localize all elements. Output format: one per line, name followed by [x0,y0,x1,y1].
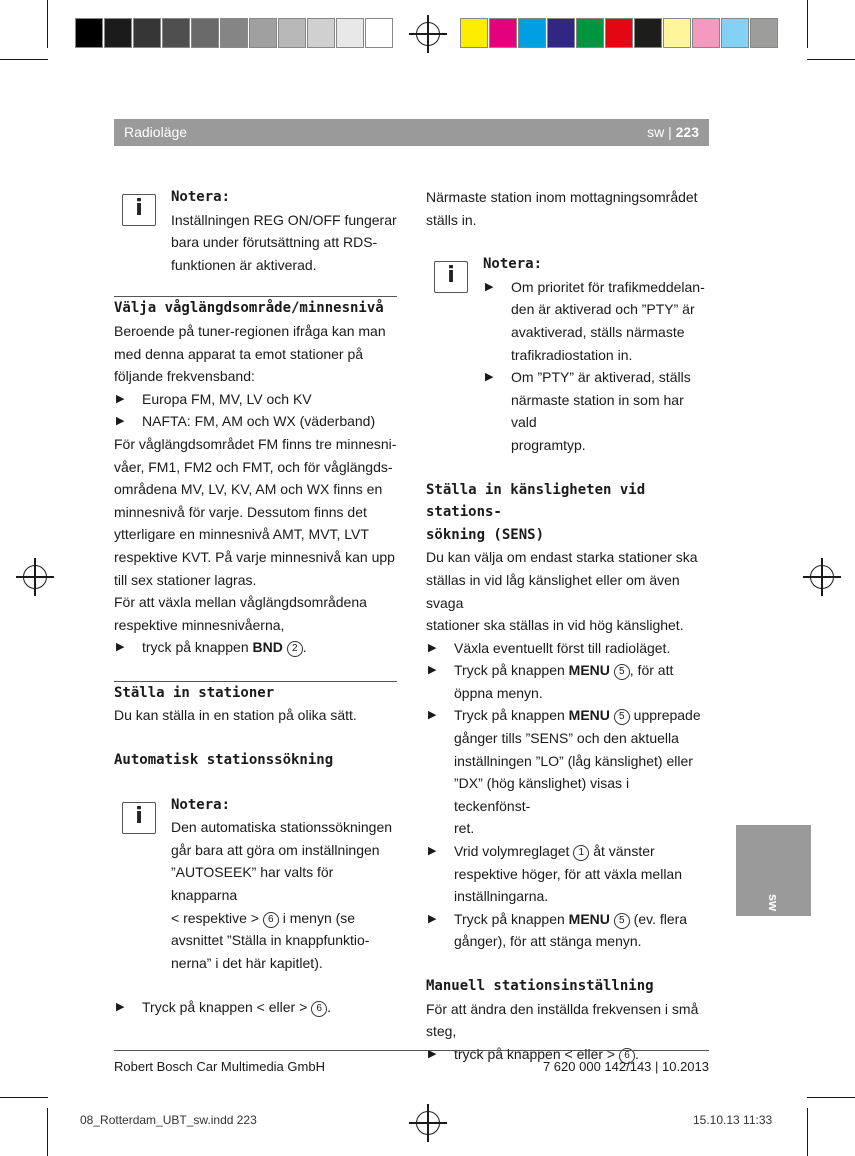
slug-date: 15.10.13 11:33 [693,1113,773,1127]
paragraph: Du kan välja om endast starka stationer ska [426,549,698,566]
circled-number: 5 [614,664,630,680]
color-swatch [750,18,778,48]
bullet-arrow-icon: ▶ [428,912,437,925]
note-list-item [483,366,709,456]
gray-swatch [307,18,335,48]
page-header [114,119,709,146]
paragraph: ställs in. [426,211,477,228]
list-text: Tryck på knappen [454,910,569,927]
paragraph: minnesnivå för varje. Dessutom finns det [114,503,367,520]
paragraph: För att växla mellan våglängdsområdena [114,594,367,611]
publisher: Robert Bosch Car Multimedia GmbH [114,1059,325,1074]
gray-swatch [249,18,277,48]
color-swatch [692,18,720,48]
document-number: 7 620 000 142/143 | 10.2013 [542,1059,709,1074]
list-text: Vrid volymreglaget [454,843,574,860]
circled-number: 5 [614,913,630,929]
list-text: upprepade [629,707,701,724]
note-text: i menyn (se [278,909,356,926]
list-text: inställningen ”LO” (låg känslighet) eller [454,752,693,769]
note-box [426,253,709,456]
color-swatch [547,18,575,48]
section-heading: sökning (SENS) [426,526,545,543]
paragraph: följande frekvensband: [114,368,255,385]
paragraph: respektive minnesnivåerna, [114,616,285,633]
crop-mark [0,1097,48,1098]
color-swatch [663,18,691,48]
crop-mark [807,0,808,48]
list-text: . [327,999,332,1016]
gray-swatch [133,18,161,48]
note-line: den är aktiverad och ”PTY” är [511,301,695,318]
list-text: gånger tills ”SENS” och den aktuella [454,730,679,747]
list-text: åt vänster [589,843,655,860]
gray-swatch [75,18,103,48]
key-label: MENU [568,910,610,927]
list-text: Tryck på knappen [454,707,569,724]
list-text: . [302,639,307,656]
note-line: avaktiverad, ställs närmaste [511,323,685,340]
language-tab-label: sw [766,893,781,912]
note-box [114,794,397,975]
list-item [114,388,397,411]
list-item [426,704,709,840]
bullet-arrow-icon: ▶ [428,845,437,858]
list-text: Europa FM, MV, LV och KV [142,390,312,407]
paragraph: ytterligare en minnesnivå AMT, MVT, LVT [114,526,369,543]
note-text: < respektive > [171,909,263,926]
note-line [171,907,397,930]
crop-mark [807,1108,808,1156]
note-title: Notera: [483,256,543,273]
note-line: funktionen är aktiverad. [171,256,317,273]
registration-mark-icon [23,565,47,589]
gray-swatch [220,18,248,48]
note-box [114,186,397,276]
color-swatch [576,18,604,48]
note-line: ”AUTOSEEK” har valts för knapparna [171,864,334,904]
list-item [114,410,397,433]
key-label: MENU [568,662,610,679]
list-text: öppna menyn. [454,684,543,701]
note-list-item [483,276,709,366]
registration-mark-icon [416,1111,440,1135]
bullet-arrow-icon: ▶ [428,641,437,654]
section-heading: Ställa in stationer [114,684,275,701]
circled-number: 1 [573,845,589,861]
bullet-arrow-icon: ▶ [485,280,494,293]
crop-mark [47,1108,48,1156]
right-column [426,186,709,1065]
crop-mark [807,1097,855,1098]
note-line: går bara att göra om inställningen [171,841,380,858]
list-text: tryck på knappen < eller > [454,1045,619,1062]
circled-number: 6 [619,1048,635,1064]
info-icon: i [122,802,156,834]
list-text: (ev. flera [629,910,688,927]
paragraph: För våglängdsområdet FM finns tre minnesni- [114,435,397,452]
gray-swatch [104,18,132,48]
list-text: Tryck på knappen [454,662,569,679]
color-swatch [605,18,633,48]
note-line: Om ”PTY” är aktiverad, ställs [511,369,691,386]
gray-swatch [365,18,393,48]
note-line: bara under förutsättning att RDS- [171,234,378,251]
paragraph: stationer ska ställas in vid hög känslighet. [426,617,684,634]
list-text: , för att [629,662,674,679]
paragraph: steg, [426,1023,457,1040]
list-text: tryck på knappen [142,639,253,656]
gray-swatch [336,18,364,48]
paragraph: För att ändra den inställda frekvensen i små [426,1000,699,1017]
list-text: Växla eventuellt först till radioläget. [454,639,671,656]
list-item [426,659,709,704]
registration-mark-icon [416,22,440,46]
page-number: sw | 223 [647,124,699,140]
section-heading: Välja våglängdsområde/minnesnivå [114,300,384,317]
list-text: ”DX” (hög känslighet) visas i teckenfönst- [454,775,630,814]
crop-mark [0,59,48,60]
list-item [426,908,709,953]
language-tab [736,825,811,916]
list-text: inställningarna. [454,888,549,905]
circled-number: 2 [287,641,303,657]
key-label: MENU [568,707,610,724]
section-heading: Automatisk stationssökning [114,752,334,769]
gray-swatch [162,18,190,48]
note-title: Notera: [171,796,231,813]
bullet-arrow-icon: ▶ [116,392,125,405]
note-line: Om prioritet för trafikmeddelan- [511,278,705,295]
bullet-arrow-icon: ▶ [428,709,437,722]
paragraph: respektive KVT. På varje minnesnivå kan upp [114,548,395,565]
note-line: Inställningen REG ON/OFF fungerar [171,211,397,228]
list-item [114,636,397,659]
paragraph: områdena MV, LV, KV, AM och WX finns en [114,481,383,498]
left-column [114,186,397,1019]
paragraph: våer, FM1, FM2 och FMT, och för våglängds- [114,458,393,475]
section-heading: Manuell stationsinställning [426,978,654,994]
note-title: Notera: [171,189,231,205]
info-icon: i [434,261,468,293]
list-item [114,996,397,1019]
note-line: avsnittet ”Ställa in knappfunktio- [171,932,370,949]
language-code: sw [647,124,665,140]
circled-number: 5 [614,709,630,725]
color-swatch [634,18,662,48]
bullet-arrow-icon: ▶ [116,415,125,428]
list-text: NAFTA: FM, AM och WX (väderband) [142,413,376,430]
section-heading: Ställa in känsligheten vid stations- [426,481,646,521]
list-text: Tryck på knappen < eller > [142,999,312,1016]
circled-number: 6 [263,912,279,928]
list-text: . [635,1045,639,1062]
circled-number: 6 [311,1001,327,1017]
note-line: närmaste station in som har vald [511,391,684,431]
crop-mark [807,59,855,60]
section-title: Radioläge [124,124,188,140]
paragraph: med denna apparat ta emot stationer på [114,345,364,362]
note-line: nerna” i det här kapitlet). [171,954,323,971]
bullet-arrow-icon: ▶ [428,1047,437,1060]
list-text: gånger), för att stänga menyn. [454,933,642,950]
note-line: trafikradiostation in. [511,346,633,363]
color-swatch [489,18,517,48]
bullet-arrow-icon: ▶ [428,664,437,677]
slug-filename: 08_Rotterdam_UBT_sw.indd 223 [80,1113,257,1127]
crop-mark [47,0,48,48]
note-line: programtyp. [511,436,586,453]
paragraph: Närmaste station inom mottagningsområdet [426,189,698,205]
list-text: respektive höger, för att växla mellan [454,865,683,882]
gray-swatch [191,18,219,48]
color-swatch [460,18,488,48]
color-swatch [721,18,749,48]
paragraph: Beroende på tuner-regionen ifråga kan man [114,322,386,339]
info-icon: i [122,194,156,226]
registration-mark-icon [810,565,834,589]
list-item [426,637,709,660]
key-label: BND [252,639,283,656]
note-line: Den automatiska stationssökningen [171,819,393,836]
bullet-arrow-icon: ▶ [116,641,125,654]
paragraph: till sex stationer lagras. [114,571,257,588]
color-swatch [518,18,546,48]
paragraph: ställas in vid låg känslighet eller om även svaga [426,571,680,611]
page-num: 223 [675,124,699,140]
bullet-arrow-icon: ▶ [116,1001,125,1014]
bullet-arrow-icon: ▶ [485,371,494,384]
list-text: ret. [454,820,475,837]
list-item [426,840,709,908]
paragraph: Du kan ställa in en station på olika sätt. [114,707,357,724]
gray-swatch [278,18,306,48]
